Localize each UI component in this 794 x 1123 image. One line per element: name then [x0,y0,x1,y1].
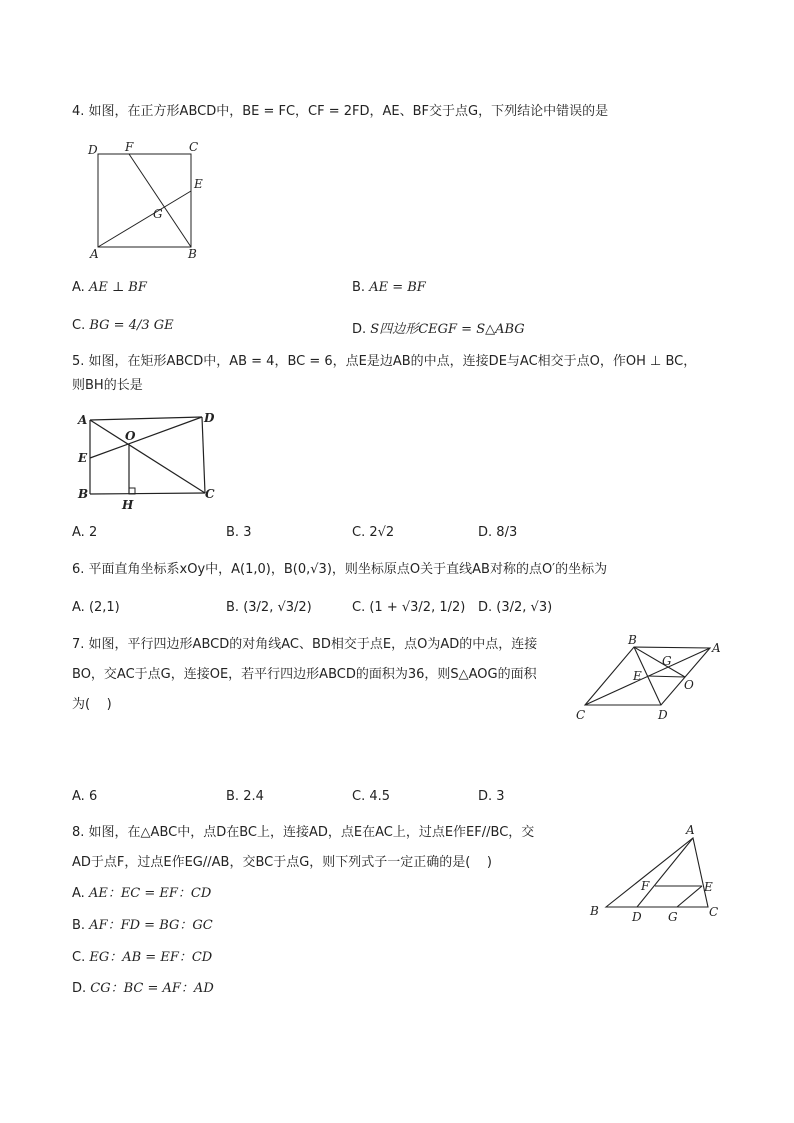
label-A: A [90,247,99,261]
figure-parallelogram [570,632,730,724]
q6-option-c[interactable] [352,600,465,615]
q4-option-a[interactable] [72,280,147,295]
label-A: A [686,823,695,837]
question-stem-line1: 如图，在矩形ABCD中，AB = 4，BC = 6，点E是边AB的中点，连接DE与AC相交于点O，作OH ⊥ BC， [88,354,697,369]
label-G: G [153,207,163,221]
q6-option-d[interactable] [478,600,552,615]
option-text: 4.5 [369,789,391,804]
q4-option-d[interactable] [352,318,525,337]
question-number: 4. [72,104,85,119]
label-O: O [684,678,694,692]
q7-option-d[interactable] [478,789,505,804]
q5-option-b[interactable] [226,525,251,540]
label-A: A [712,641,721,655]
option-label: A. [72,525,85,540]
label-B: B [628,633,637,647]
option-label: D. [478,789,493,804]
label-E: E [633,669,642,683]
label-B: B [188,247,197,261]
q7-option-c[interactable] [352,789,390,804]
label-C: C [205,487,215,501]
option-text: CG：BC = AF：AD [90,981,214,996]
option-label: A. [72,886,85,901]
option-text: 3 [496,789,505,804]
option-label: B. [226,525,240,540]
q4-option-c[interactable] [72,318,174,333]
option-text: 2.4 [243,789,264,804]
q6-option-a[interactable] [72,600,120,615]
label-F: F [125,140,134,154]
label-B: B [590,904,599,918]
label-D: D [204,411,215,425]
q8-option-c[interactable] [72,946,212,965]
label-D: D [632,910,642,924]
option-text: AE：EC = EF：CD [88,886,212,901]
q5-option-c[interactable] [352,525,394,540]
option-label: A. [72,789,85,804]
option-text: S四边形CEGF = S△ABG [370,322,525,337]
option-label: D. [352,322,367,337]
option-text: (2,1) [88,600,120,615]
option-label: C. [352,789,366,804]
label-A: A [78,413,88,427]
option-label: A. [72,600,85,615]
question-4 [72,100,722,124]
label-C: C [709,905,719,919]
q8-option-d[interactable] [72,977,214,996]
q7-option-a[interactable] [72,789,97,804]
q7-option-b[interactable] [226,789,264,804]
question-6 [72,558,722,582]
question-7 [72,630,572,720]
option-label: D. [72,981,87,996]
question-stem-line2: AD于点F，过点E作EG//AB，交BC于点G，则下列式子一定正确的是( ) [72,855,492,870]
question-stem: 平面直角坐标系xOy中，A(1,0)，B(0,√3)，则坐标原点O关于直线AB对称的点O′的坐标为 [88,562,608,577]
option-text: AE = BF [369,280,426,295]
label-D: D [658,708,668,722]
option-label: C. [72,950,86,965]
option-label: C. [72,318,86,333]
q8-option-a[interactable] [72,882,211,901]
option-text: 2√2 [369,525,395,540]
figure-rectangle [74,410,224,512]
label-E: E [704,880,713,894]
option-label: B. [226,600,240,615]
question-stem: 如图，在正方形ABCD中，BE = FC，CF = 2FD，AE、BF交于点G，下列结论中错误的是 [88,104,609,119]
option-label: B. [72,918,86,933]
figure-triangle [586,820,726,930]
label-H: H [122,498,134,512]
label-D: D [88,143,98,157]
question-number: 6. [72,562,85,577]
label-B: B [78,487,89,501]
option-text: AE ⊥ BF [88,280,147,295]
option-text: 6 [88,789,98,804]
label-E: E [194,177,203,191]
label-C: C [189,140,199,154]
question-number: 5. [72,354,85,369]
q8-option-b[interactable] [72,914,213,933]
option-label: C. [352,525,366,540]
label-E: E [78,451,88,465]
option-text: 2 [88,525,98,540]
option-label: D. [478,525,493,540]
option-text: BG = 4/3 GE [89,318,174,333]
question-8 [72,818,572,878]
q6-option-b[interactable] [226,600,312,615]
label-G: G [668,910,678,924]
option-text: EG：AB = EF：CD [89,950,213,965]
figure-square [84,138,214,263]
option-label: D. [478,600,493,615]
question-stem-line2: BO，交AC于点G，连接OE，若平行四边形ABCD的面积为36，则S△AOG的面积 [72,667,537,682]
option-label: B. [352,280,366,295]
label-F: F [641,879,650,893]
label-O: O [125,429,136,443]
question-number: 8. [72,825,85,840]
question-stem-line1: 如图，在△ABC中，点D在BC上，连接AD，点E在AC上，过点E作EF//BC，交 [88,825,535,840]
question-stem-line3: 为( ) [72,697,112,712]
question-stem-line1: 如图，平行四边形ABCD的对角线AC、BD相交于点E，点O为AD的中点，连接 [88,637,538,652]
q5-option-d[interactable] [478,525,517,540]
option-text: 8/3 [496,525,518,540]
question-5 [72,350,722,398]
option-text: (3/2, √3/2) [243,600,312,615]
option-label: B. [226,789,240,804]
label-G: G [662,654,672,668]
label-C: C [576,708,586,722]
q5-option-a[interactable] [72,525,97,540]
question-stem-line2: 则BH的长是 [72,378,143,393]
question-number: 7. [72,637,85,652]
q4-option-b[interactable] [352,280,426,295]
option-text: (1 + √3/2, 1/2) [369,600,466,615]
option-text: 3 [243,525,252,540]
option-text: AF：FD = BG：GC [89,918,213,933]
option-text: (3/2, √3) [496,600,553,615]
option-label: A. [72,280,85,295]
option-label: C. [352,600,366,615]
